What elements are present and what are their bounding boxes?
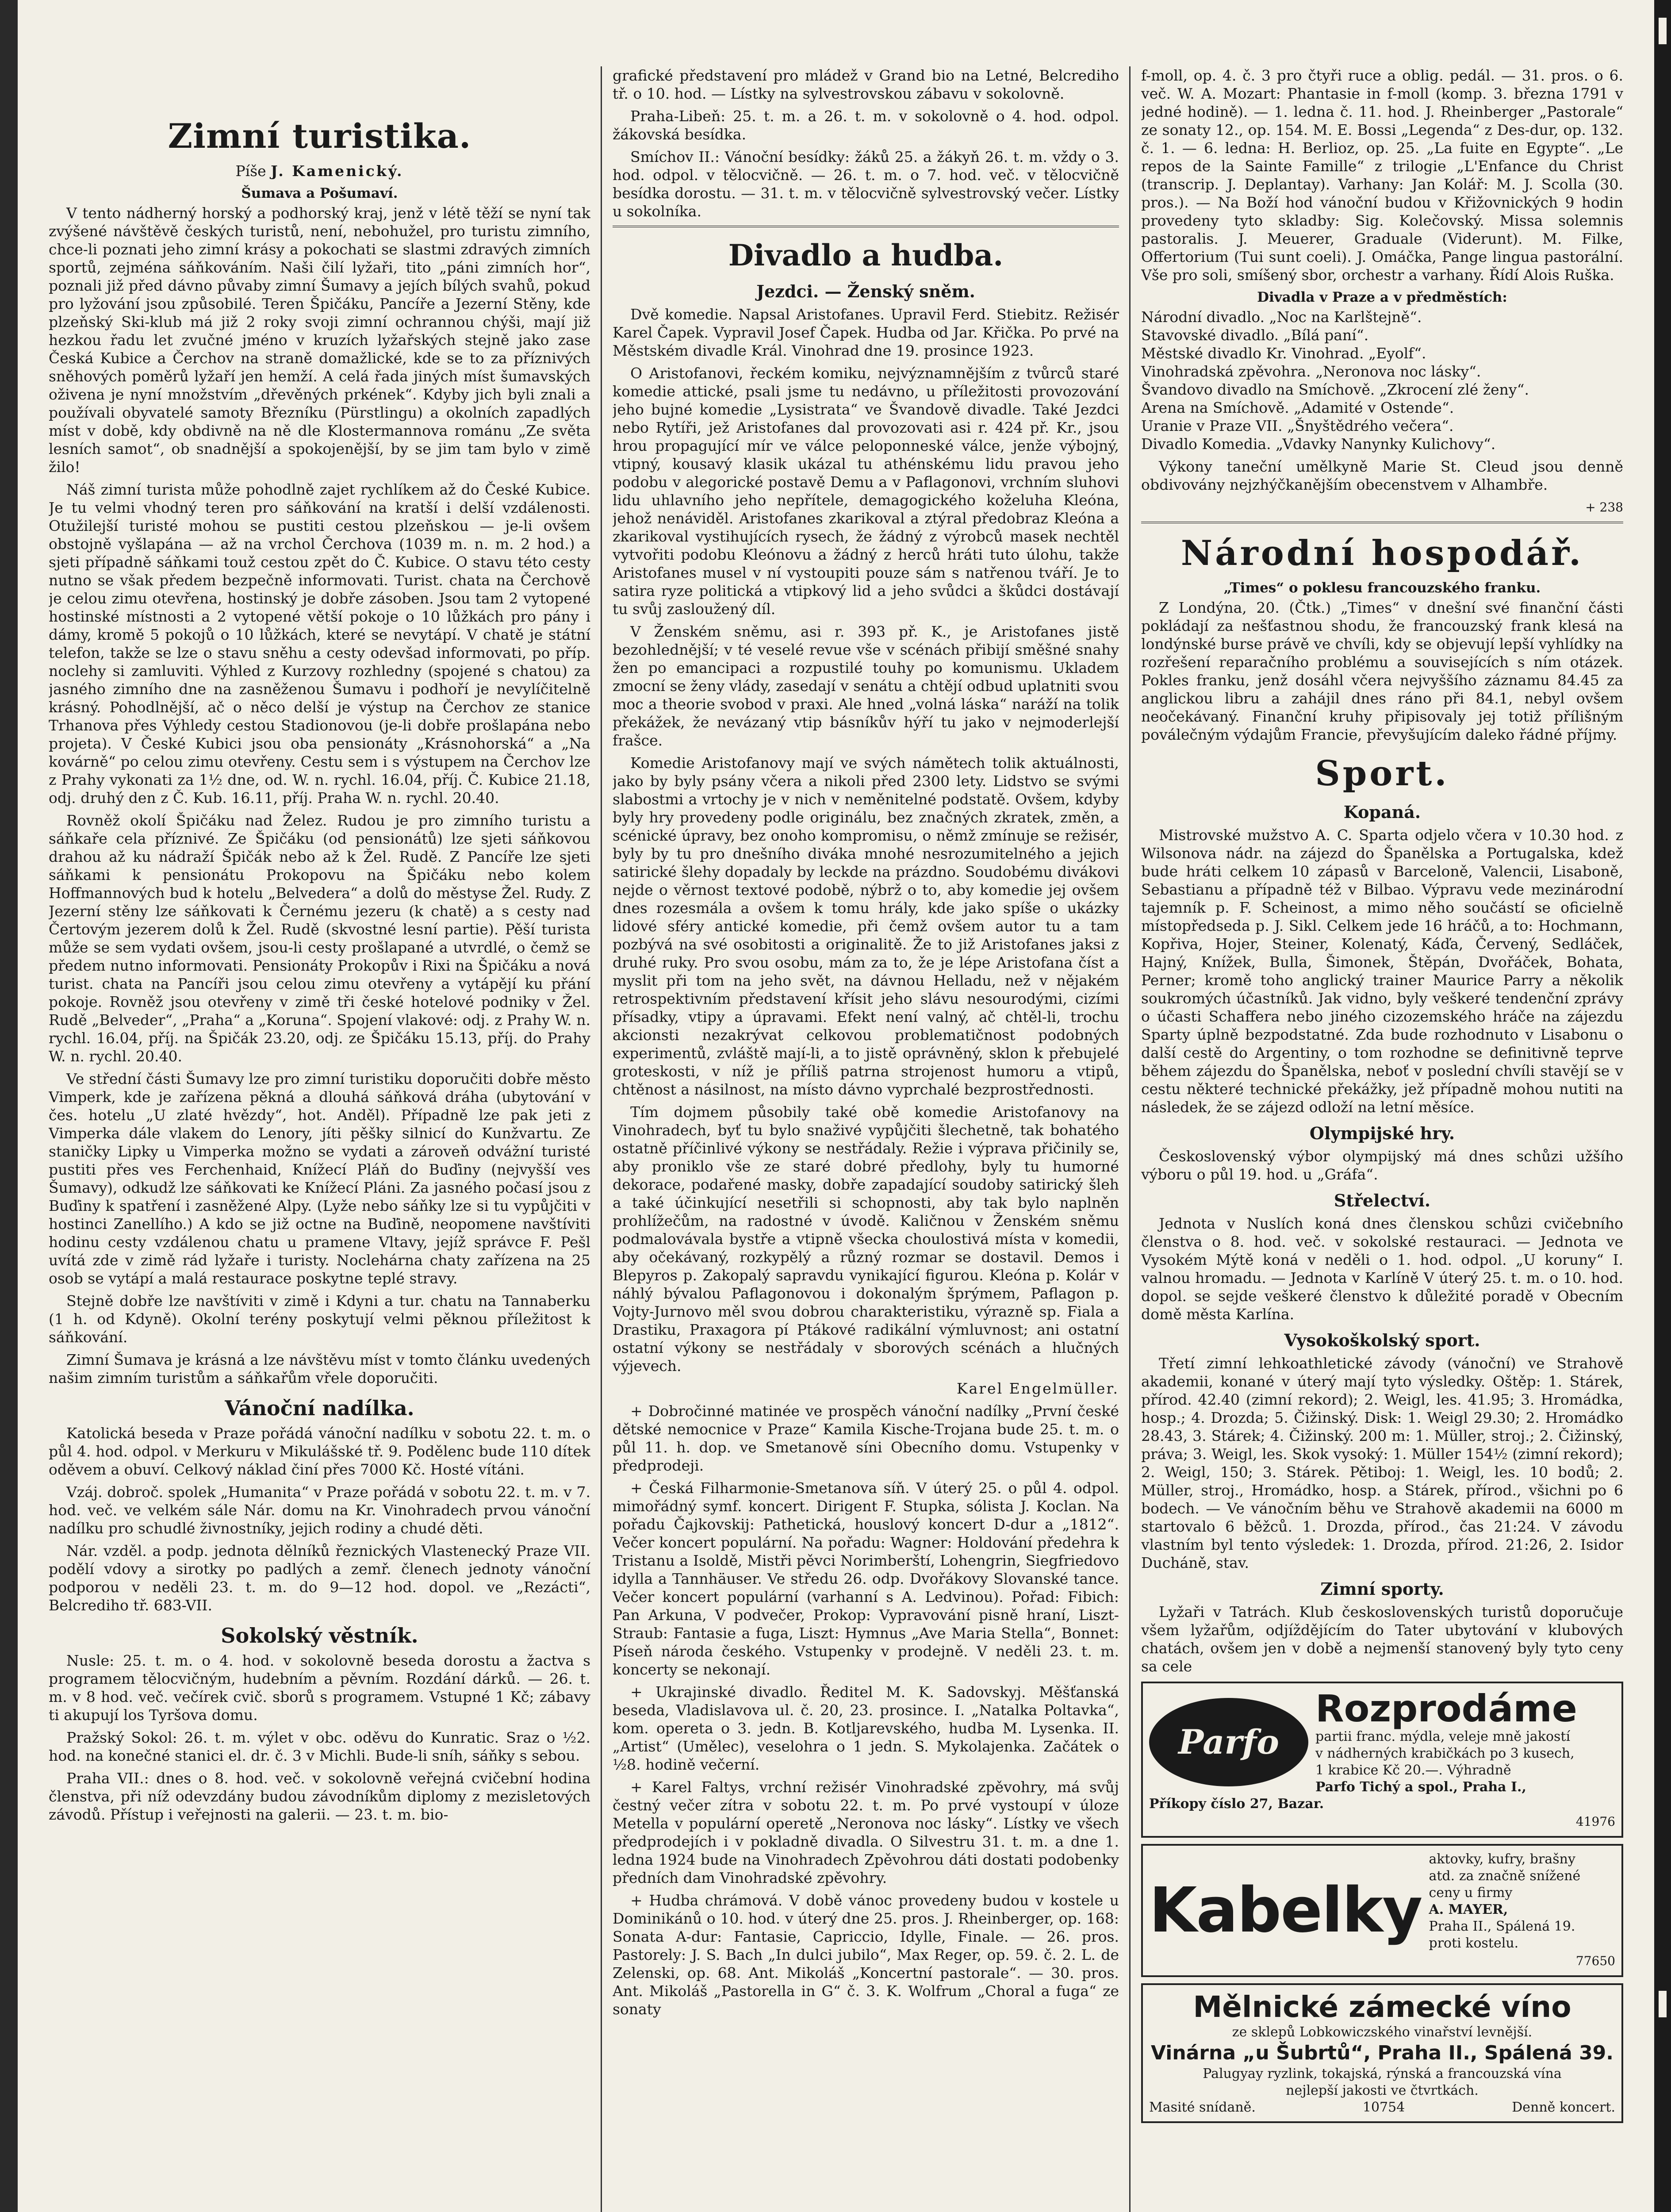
heading-university-sport: Vysokoškolský sport. bbox=[1284, 1330, 1480, 1350]
paragraph: Nár. vzděl. a podp. jednota dělníků řeznických Vlastenecký Praze VII. podělí vdovy a sirotky po padlých a zemř. členech jednoty vánoční podporou v neděli 23. t. m. do 9—12 hod. dopol. ve „Rezácti“, Belcrediho tř. 683-VII. bbox=[49, 1542, 590, 1614]
column-3 bbox=[1141, 66, 1623, 2129]
listing-item: Vinohradská zpěvohra. „Neronova noc lásky“. bbox=[1141, 363, 1481, 380]
paragraph: Lyžaři v Tatrách. Klub československých turistů doporučuje všem lyžařům, odjíždějícím do Tater ubytování v klubových chatách, ovšem jen v době a nejmenší stanovený byly tyto ceny sa cele bbox=[1141, 1603, 1623, 1675]
paragraph: f-moll, op. 4. č. 3 pro čtyři ruce a oblig. pedál. — 31. pros. o 6. več. W. A. Mozart: Phantasie in f-moll (komp. 3. března 1791 v jedné hodině). — 1. ledna č. 11. hod. J. Rheinberger „Pastorale“ ze sonaty 12., op. 154. M. E. Bossi „Legenda“ z Des-dur, op. 132. č. 1. — 6. ledna: H. Berlioz, op. 25. „La fuite en Egypte“. „Le repos de la Sainte Famille“ z trilogie „L'Enfance du Christ (transcrip. J. Deplantay). Varhany: Jan Kolář: M. J. Scolla (30. pros.). — Na Boží hod vánoční budou v Křižovnických 9 hodin provedeny tyto skladby: Sig. Kolečovský. Missa solemnis pastoralis. J. Meuerer, Graduale (Viderunt). M. Filke, Offertorium (Tui sunt coeli). J. Omáčka, Pange lingua pastorální. Vše pro soli, smíšený sbor, orchestr a varhany. Řídí Alois Ruška. bbox=[1141, 67, 1623, 284]
ad-line: Denně koncert. bbox=[1512, 2100, 1615, 2115]
listing-item: Arena na Smíchově. „Adamité v Ostende“. bbox=[1141, 399, 1454, 416]
paragraph: grafické představení pro mládež v Grand bio na Letné, Belcrediho tř. o 10. hod. — Lístky na sylvestrovskou zábavu v sokolovně. bbox=[613, 67, 1119, 102]
ad-reference: 77650 bbox=[1575, 1954, 1615, 1968]
ad-line: Praha II., Spálená 19. bbox=[1429, 1919, 1575, 1934]
paragraph: Katolická beseda v Praze pořádá vánoční nadílku v sobotu 22. t. m. o půl 4. hod. odpol. v Merkuru v Mikulášské tř. 9. Podělenc bude 110 dítek oděvem a obuví. Celkový náklad činí přes 7000 Kč. Hosté vítáni. bbox=[49, 1425, 590, 1478]
ad-line: proti kostelu. bbox=[1429, 1936, 1519, 1951]
byline-prefix: Píše bbox=[235, 162, 266, 180]
paragraph: Praha-Libeň: 25. t. m. a 26. t. m. v sokolovně o 4. hod. odpol. žákovská besídka. bbox=[613, 108, 1119, 143]
ad-reference: 41976 bbox=[1575, 1814, 1615, 1829]
heading-theatre-listing: Divadla v Praze a v předměstích: bbox=[1257, 289, 1507, 305]
paragraph: V Ženském sněmu, asi r. 393 př. K., je Aristofanes jistě bezohlednější; v té veselé revue vše v scénách přibijí směšné snahy žen po emancipaci a rozpustilé touhy po komunismu. Ukladem zmocní se ženy vlády, zasedají v senátu a chtějí odbud uplatniti svou moc a theorie svobod v praxi. Ale hned „volná láska“ naráží na tolik překážek, že nevázaný vtip básníkův hýří tu jako v nejmoderlejší frašce. bbox=[613, 623, 1119, 749]
listing-item: Národní divadlo. „Noc na Karlštejně“. bbox=[1141, 308, 1422, 326]
advertisement-melnik-wine bbox=[1141, 1983, 1623, 2123]
paragraph: Náš zimní turista může pohodlně zajet rychlíkem až do České Kubice. Je tu velmi vhodný teren pro sáňkování na kratší i delší vzdálenosti. Otužilejší turisté mohou se pustiti cestou plzeňskou — je-li ovšem obstojně vyšlapána — až na vrchol Čerchova (1039 m. n. m. 2 hod.) a sjeti případně sáňkami touž cestou zpět do Č. Kubice. O stavu této cesty nutno se však předem bezpečně informovati. Turist. chata na Čerchově je celou zimu otevřena, hostinský je dobře zásoben. Jsou tam 2 vytopené hostinské místnosti a 2 vytopené větší pokoje o 10 lůžkách pro pány i dámy, kromě 5 pokojů o 10 lůžkách, které se nevytápí. V chatě je státní telefon, takže se lze o stavu sněhu a cesty odevšad informovati, po příp. noclehy si zamluviti. Výhled z Kurzovy rozhledny (spojené s chatou) za jasného zimního dne na zasněženou Šumavu i podhoří je nevylíčitelně krásný. Pohodlnější, ač o něco delší je výstup na Čerchov ze stanice Trhanova přes Výhledy cestou Stadionovou (je-li dobře prošlapána nebo projeta). V České Kubici jsou oba pensionáty „Krásnohorská“ a „Na kovárně“ po celou zimu otevřeny. Cestu sem i s výstupem na Čerchov lze z Prahy vykonati za 1½ dne, od. W. n. rychl. 16.04, příj. Č. Kubice 21.18, odj. druhý den z Č. Kub. 16.11, příj. Praha W. n. rychl. 20.40. bbox=[49, 481, 590, 806]
heading-olympics: Olympijské hry. bbox=[1309, 1123, 1455, 1143]
ad-reference: + 238 bbox=[1585, 500, 1623, 515]
column-rule bbox=[1129, 66, 1131, 2212]
paragraph: Rovněž okolí Špičáku nad Želez. Rudou je pro zimního turistu a sáňkaře cela příznivé. Ze Špičáku (od pensionátů) lze sjeti sáňkovou drahou až ku nádraží Špičák nebo až k Žel. Rudě. Z Pancíře lze sjeti sáňkami k pensionátu Prokopovu na Špičáku nebo kolem Hoffmannových bud k hotelu „Belvedera“ a dolů do městyse Žel. Rudy. Z Jezerní stěny lze sáňkovati k Černému jezeru (k chatě) a s cesty nad Čertovým jezerem dolů k Žel. Rudě (skvostné lesní partie). Pěší turista může se sem vydati ovšem, jsou-li cesty prošlapané a utvrdlé, o čemž se předem nutno informovati. Pensionáty Prokopův i Rixi na Špičáku a nová turist. chata na Pancíři jsou celou zimu otevřeny a vytápějí ku přání pokoje. Rovněž jsou otevřeny v zimě tři české hotelové podniky v Žel. Rudě „Belveder“, „Praha“ a „Koruna“. Spojení vlakové: odj. z Prahy W. n. rychl. 16.04, příj. na Špičák 23.20, odj. ze Špičáku 15.13, příj. do Prahy W. n. rychl. 20.40. bbox=[49, 812, 590, 1065]
subheading-times-franc: „Times“ o poklesu francouzského franku. bbox=[1223, 580, 1541, 596]
heading-christmas-gifts: Vánoční nadílka. bbox=[225, 1396, 414, 1420]
paragraph: Československý výbor olympijský má dnes schůzi užšího výboru o půl 19. hod. u „Gráfa“. bbox=[1141, 1148, 1623, 1183]
binding-mark bbox=[1659, 1991, 1667, 2017]
ad-line: A. MAYER, bbox=[1429, 1902, 1508, 1917]
ad-reference: 10754 bbox=[1362, 2100, 1405, 2115]
paragraph: Z Londýna, 20. (Čtk.) „Times“ v dnešní své finanční části pokládají za nešťastnou shodu, že francouzský frank klesá na londýnské burse právě ve chvíli, kdy se objevují lepší vyhlídky na rozřešení reparačního problému a souvisejících s ním otázek. Pokles franku, jenž dosáhl včera nejvyššího záznamu 84.45 za anglickou libru a zahájil dnes ráno při 84.1, nebyl ovšem neočekávaný. Finanční kruhy připisovaly jej totiž přílišným poválečným výdajům Francie, převyšujícím daleko řádné příjmy. bbox=[1141, 599, 1623, 743]
heading-football: Kopaná. bbox=[1343, 802, 1421, 822]
section-title-sport: Sport. bbox=[1315, 753, 1449, 794]
heading-winter-sports: Zimní sporty. bbox=[1320, 1579, 1444, 1599]
listing-item: Švandovo divadlo na Smíchově. „Zkrocení zlé ženy“. bbox=[1141, 381, 1529, 398]
theatre-listing bbox=[1141, 308, 1623, 453]
ad-footer bbox=[1149, 2099, 1615, 2116]
subheading-knights-women: Jezdci. — Ženský sněm. bbox=[756, 281, 975, 301]
advertisement-parfo bbox=[1141, 1682, 1623, 1838]
section-divider bbox=[613, 226, 1119, 227]
ad-line: partii franc. mýdla, veleje mně jakostí bbox=[1315, 1729, 1571, 1744]
paragraph: Jednota v Nuslích koná dnes členskou schůzi cvičebního členstva o 8. hod. več. v sokolské restauraci. — Jednota ve Vysokém Mýtě koná v neděli o 1. hod. odpol. „U koruny“ I. valnou hromadu. — Jednota v Karlíně V úterý 25. t. m. o 10. hod. dopol. se sejde veškeré členstvo k důležité poradě v Obecním domě města Karlína. bbox=[1141, 1215, 1623, 1323]
column-rule bbox=[601, 66, 602, 2212]
paragraph: Tím dojmem působily také obě komedie Aristofanovy na Vinohradech, byť tu bylo snaživé vypůjčiti šlechetně, tak bohatého ostatně příčinlivé výkony se nestřádaly. Režie i výprava přičinily se, aby proniklo vše ze staré dobré předlohy, byly tu humorné dekorace, podařené masky, dobře zapadající soudoby satirický šleh a také účinkující nesetřili si schopnosti, aby tak bylo naplněn prohlížečům, na radostné v úvodě. Kaličnou v Ženském sněmu podmalovávala bystře a vtipně všecka choulostivá místa v komedii, aby očekávaný, rozkypělý a různý rozmar se dostavil. Demos i Blepyros p. Zakopalý sapravdu vynikající figurou. Kleóna p. Kolár v náhlý bývalou Paflagonovou i dokonalým šprýmem, Paflagon p. Vojty-Jurnovo měl svou dobrou charakteristiku, výrazně sp. Fiala a Drastiku, Praxagora pí Ptákové radikální výmluvnost; ani ostatní ostatní výkony se nestřádaly v sborových scénách a hlučných výjevech. bbox=[613, 1103, 1119, 1375]
paragraph: O Aristofanovi, řeckém komiku, nejvýznamnějším z tvůrců staré komedie attické, psali jsme tu nedávno, u příležitosti provozování jeho bujné komedie „Lysistrata“ ve Švandově divadle. Také Jezdci nebo Rytíři, jež Aristofanes dal provozovati asi r. 424 př. Kr., jsou hrou propagující mír ve válce peloponneské válce, jenže výbojný, vtipný, kousavý klasik ukázal tu athénskému lidu pravou jeho podobu v alegorické postavě Demu a v Paflagonovi, vrchním sluhovi lidu uhlavního jeho nepřítele, demagogického koželuha Kleóna, jehož nenáviděl. Aristofanes zkarikoval a ztýral předobraz Kleóna a zkarikoval vystihujících rysech, že žádný z výrobců masek nechtěl vytvořiti podobu Kleónovu a žádný z herců hráti tuto úlohu, takže Aristofanes musel v ní vystoupiti pouze sám s natřenou tváří. Je to satira ryze politická a vtipkový lid a jeho svůdci a škůdci dostávají tu svůj zasloužený díl. bbox=[613, 365, 1119, 618]
paragraph: Zimní Šumava je krásná a lze návštěvu míst v tomto článku uvedených našim zimním turistům a sáňkařům vřele doporučiti. bbox=[49, 1351, 590, 1386]
binding-mark bbox=[1659, 18, 1667, 44]
paragraph: + Česká Filharmonie-Smetanova síň. V úterý 25. o půl 4. odpol. mimořádný symf. koncert. Dirigent F. Stupka, sólista J. Koclan. Na pořadu Čajkovskij: Pathetická, houslový koncert D-dur a „1812“. Večer koncert populární. Na pořadu: Wagner: Holdování předehra k Tristanu a Isoldě, Mistři pěvci Norimberští, Lohengrin, Siegfriedovo idylla a Tannhäuser. Ve středu 26. odp. Dvořákovy Slovanské tance. Večer koncert populární (varhanní s A. Ledvinou). Pořad: Fibich: Pan Arkuna, V podvečer, Prokop: Vypravování pisně hraní, Liszt-Straub: Fantasie a fuga, Liszt: Hymnus „Ave Maria Stella“, Bonnet: Píseň národa českého. Vstupenky v prodejně. V neděli 23. t. m. koncerty se nekonají. bbox=[613, 1479, 1119, 1678]
ad-line: 1 krabice Kč 20.—. Výhradně bbox=[1315, 1763, 1511, 1778]
column-2 bbox=[613, 66, 1119, 2023]
ad-headline: Rozprodáme bbox=[1315, 1687, 1577, 1730]
listing-item: Uranie v Praze VII. „Šnyštědrého večera“. bbox=[1141, 417, 1454, 434]
advertisement-kabelky bbox=[1141, 1844, 1623, 1977]
byline-author: J. Kamenický. bbox=[271, 162, 404, 180]
paragraph: Výkony taneční umělkyně Marie St. Cleud jsou denně obdivovány nejzhýčkanějším obecenstvem v Alhambře. bbox=[1141, 458, 1623, 493]
ad-headline: Kabelky bbox=[1149, 1874, 1422, 1947]
author-signature: Karel Engelmüller. bbox=[956, 1380, 1119, 1397]
paragraph: Mistrovské mužstvo A. C. Sparta odjelo včera v 10.30 hod. z Wilsonova nádr. na zájezd do Španělska a Portugalska, kdež bude hráti celkem 10 zápasů v Barceloně, Valencii, Lisaboně, Sebastianu a případně též v Bilbao. Výpravu vede mezinárodní tajemník p. F. Scheinost, a mimo něho součástí se oficielně místopředseda p. J. Sikl. Celkem jede 16 hráčů, a to: Hochmann, Kopřiva, Hojer, Steiner, Kolenatý, Káďa, Červený, Sedláček, Hajný, Knížek, Bulla, Šimonek, Štěpán, Dvořáček, Bohata, Perner; kromě toho anglický trainer Maurice Parry a několik soukromých účastníků. Jak vidno, byly veškeré tendenční zprávy o účasti Schaffera nebo jiného cizozemského hráče na zájezdu Sparty úplně bezpodstatné. Zda bude rozhodnuto v Lisabonu o další cestě do Argentiny, o tom rozhodne se definitivně teprve během zájezdu do Španělska, neboť v poslední chvíli stavějí se v cestu některé technické překážky, jež případně mohou nutiti na následek, že se zájezd odloží na letní měsíce. bbox=[1141, 826, 1623, 1116]
paragraph: + Ukrajinské divadlo. Ředitel M. K. Sadovskyj. Měšťanská beseda, Vladislavova ul. č. 20, 23. prosince. I. „Natalka Poltavka“, kom. opereta o 3. jedn. B. Kotljarevského, hudba M. Lysenka. II. „Artist“ (Umělec), veselohra o 1 jedn. S. Mykolajenka. Začátek o ½8. hodině večerní. bbox=[613, 1683, 1119, 1773]
paragraph: Stejně dobře lze navštíviti v zimě i Kdyni a tur. chatu na Tannaberku (1 h. od Kdyně). Okolní terény poskytují velmi pěknou příležitost k sáňkování. bbox=[49, 1292, 590, 1346]
listing-item: Stavovské divadlo. „Bílá paní“. bbox=[1141, 326, 1369, 344]
section-title-theatre-music: Divadlo a hudba. bbox=[728, 238, 1004, 273]
heading-sokol-news: Sokolský věstník. bbox=[221, 1624, 418, 1647]
section-title-economy: Národní hospodář. bbox=[1180, 533, 1584, 573]
paragraph: Dvě komedie. Napsal Aristofanes. Upravil Ferd. Stiebitz. Režisér Karel Čapek. Vypravil Josef Čapek. Hudba od Jar. Křička. Po prvé na Městském divadle Král. Vinohrad dne 19. prosince 1923. bbox=[613, 306, 1119, 359]
paragraph: V tento nádherný horský a podhorský kraj, jenž v létě těží se nyní tak zvýšené návštěvě českých turistů, není, nebohužel, pro turistu zimního, chce-li poznati jeho zimní krásy a pokochati se slastmi zdravých zimních sportů, zejména sáňkováním. Naši čilí lyžaři, tito „páni zimních hor“, poznali již před dávno půvaby zimní Šumavy a jejích bílých svahů, pokud pro lyžování jsou způsobilé. Teren Špičáku, Pancíře a Jezerní Stěny, kde plzeňský Ski-klub má již 2 roky svoji zimní ochrannou chýši, mají již hezkou řadu let zvučné jméno v kruzích lyžařských stejně jako zase Česká Kubice a Čerchov na straně domažlické, kde se to za příznivých sněhových poměrů lyžaří jen hemží. A celá řada jiných míst šumavských oživena je nyní množstvím „dřevěných prkének“. Kdyby jich byli znali a používali obyvatelé samoty Březníku (Pürstlingu) a okolních zapadlých míst v době, kdy obdivně na ně dle Klostermannova románu „Ze světa lesních samot“, ob snadnější a spokojenější, by se jim tam bylo v zimě žilo! bbox=[49, 204, 590, 476]
listing-item: Městské divadlo Kr. Vinohrad. „Eyolf“. bbox=[1141, 345, 1426, 362]
scan-edge-left bbox=[0, 0, 18, 2212]
byline bbox=[49, 162, 590, 180]
column-1 bbox=[49, 66, 590, 1828]
ad-line: v nádherných krabičkách po 3 kusech, bbox=[1315, 1746, 1575, 1761]
paragraph: Vzáj. dobroč. spolek „Humanita“ v Praze pořádá v sobotu 22. t. m. v 7. hod. več. ve velkém sále Nár. domu na Kr. Vinohradech prvou vánoční nadílku pro schudlé živnostníky, jejich rodiny a chudé děti. bbox=[49, 1483, 590, 1537]
heading-shooting: Střelectví. bbox=[1334, 1190, 1431, 1210]
ad-line: Parfo Tichý a spol., Praha I., bbox=[1315, 1779, 1526, 1795]
ad-line: Masité snídaně. bbox=[1149, 2100, 1256, 2115]
paragraph: Smíchov II.: Vánoční besídky: žáků 25. a žákyň 26. t. m. vždy o 3. hod. odpol. v tělocvičně. — 26. t. m. o 7. hod. več. v tělocvičně besídka dorostu. — 31. t. m. v tělocvičně sylvestrovský večer. Lístky u sokolníka. bbox=[613, 148, 1119, 220]
paragraph: Praha VII.: dnes o 8. hod. več. v sokolovně veřejná cvičební hodina členstva, při níž odevzdány budou závodníkům diplomy z mezisletových závodů. Přístup i veřejnosti na galerii. — 23. t. m. bio- bbox=[49, 1770, 590, 1823]
ad-line: ceny u firmy bbox=[1429, 1885, 1513, 1901]
ad-line: Palugyay ryzlink, tokajská, rýnská a francouzská vína bbox=[1203, 2066, 1562, 2081]
paragraph: + Dobročinné matinée ve prospěch vánoční nadílky „První české dětské nemocnice v Praze“ Kamila Kische-Trojana bude 25. t. m. o půl 11. h. dop. ve Smetanově síni Obecního domu. Vstupenky v předprodeji. bbox=[613, 1402, 1119, 1474]
parfo-logo: Parfo bbox=[1149, 1698, 1308, 1786]
paragraph: + Hudba chrámová. V době vánoc provedeny budou v kostele u Dominikánů o 10. hod. v úterý dne 25. pros. J. Rheinberger, op. 168: Sonata A-dur: Fantasie, Capriccio, Idylle, Finale. — 26. pros. Pastorely: J. S. Bach „In dulci jubilo“, Max Reger, op. 59. č. 2. L. de Zelenski, op. 68. Ant. Mikoláš „Koncertní pastorale“. — 30. pros. Ant. Mikoláš „Pastorella in G“ č. 3. K. Wolfrum „Choral a fuga“ ze sonaty bbox=[613, 1892, 1119, 2018]
ad-headline: Mělnické zámecké víno bbox=[1193, 1990, 1571, 2024]
paragraph: Třetí zimní lehkoathletické závody (vánoční) ve Strahově akademii, konané v úterý mají tyto výsledky. Oštěp: 1. Stárek, přírod. 42.40 (zimní rekord); 2. Weigl, les. 41.95; 3. Hromádka, hosp.; 4. Drozda; 5. Čižinský. Disk: 1. Weigl 29.30; 2. Hromádko 28.43, 3. Stárek; 4. Čižinský. 200 m: 1. Müller, stroj.; 2. Čižinský, práva; 3. Weigl, les. Skok vysoký: 1. Müller 154½ (zimní rekord); 2. Weigl, 150; 3. Stárek. Pětiboj: 1. Weigl, les. 10 bodů; 2. Müller, stroj., Hromádko, hosp. a Stárek, přírod., všichni po 6 bodech. — Ve vánočním běhu ve Strahově akademii na 6000 m startovalo 6 běžců. 1. Drozda, přírod., čas 21:24. V závodu vlastním byl tento výsledek: 1. Drozda, přírod. 21:26, 2. Isidor Ducháně, stav. bbox=[1141, 1355, 1623, 1571]
ad-line: aktovky, kufry, brašny bbox=[1429, 1851, 1575, 1867]
ad-line: nejlepší jakosti ve čtvrtkách. bbox=[1286, 2083, 1479, 2098]
ad-line: atd. za značně snížené bbox=[1429, 1868, 1581, 1884]
listing-item: Divadlo Komedia. „Vdavky Nanynky Kulichovy“. bbox=[1141, 435, 1496, 453]
ad-line: ze sklepů Lobkowiczského vinařství levnější. bbox=[1232, 2024, 1533, 2040]
ad-address: Příkopy číslo 27, Bazar. bbox=[1149, 1796, 1324, 1812]
paragraph: Pražský Sokol: 26. t. m. výlet v obc. oděvu do Kunratic. Sraz o ½2. hod. na konečné stanici el. dr. č. 3 v Michli. Bude-li sníh, sáňky s sebou. bbox=[49, 1729, 590, 1764]
paragraph: Nusle: 25. t. m. o 4. hod. v sokolovně beseda dorostu a žactva s programem tělocvičným, hudebním a pěvním. Rozdání dárků. — 26. t. m. v 8 hod. več. večírek cvič. sborů s programem. Vstupné 1 Kč; zábavy ti akupují los Tyršova domu. bbox=[49, 1652, 590, 1724]
subheading-sumava: Šumava a Pošumaví. bbox=[241, 185, 398, 201]
ad-line: Vinárna „u Šubrtů“, Praha II., Spálená 39. bbox=[1150, 2042, 1614, 2064]
scan-edge-right bbox=[1654, 0, 1671, 2212]
paragraph: Ve střední části Šumavy lze pro zimní turistiku doporučiti dobře město Vimperk, kde je zařízena pěkná a dlouhá sáňková dráha (ubytování v čes. hotelu „U zlaté hvězdy“, hot. Anděl). Případně lze pak jeti z Vimperka dále vlakem do Lenory, jíti pěšky silnicí do Kunžvartu. Ze staničky Lipky u Vimperka možno se vydati a zároveň odvážní turisté pustiti přes ves Ferchenhaid, Knížecí Pláň do Buďiny (nejvyšší ves Šumavy), odkudž lze sáňkovati ke Knížecí Pláni. Za jasného počasí jsou z Buďiny k spatření i zasněžené Alpy. (Lyže nebo sáňky lze si tu vypůjčiti v hostinci Zanellího.) A kdo se již octne na Buďině, neopomene navštíviti hodinu cesty vzdálenou chatu u pramene Vltavy, jejíž správce F. Pešl uvítá zde v zimě rád lyžaře i turisty. Noclehárna chaty zařízena na 25 osob se vytápí a malá restaurace poskytne teplé stravy. bbox=[49, 1070, 590, 1287]
paragraph: Komedie Aristofanovy mají ve svých námětech tolik aktuálnosti, jako by byly psány včera a nikoli před 2300 lety. Lidstvo se svými slabostmi a vrtochy je v nich v neměnitelné podstatě. Ovšem, kdyby byly hry provedeny podle originálu, bez značných zkratek, změn, a scénické úpravy, bez onoho kompromisu, o němž zmínuje se režisér, byly by tu pro dnešního diváka mnohé nesrozumitelného a jejich satirické šlehy dopadaly by leckde na prázdno. Soudobému divákovi nejde o věrnost textové podobě, nýbrž o to, aby komedie jej ovšem dnes rozesmála a ovšem k tomu hrály, kde jako spíše o ukázky lidové sféry antické komedie, při čemž ovšem autor tu a tam pozbývá na své osobitosti a originalitě. Že to již Aristofanes jaksi z druhé ruky. Pro svou osobu, mám za to, že je lépe Aristofana číst a myslit při tom na jeho svět, na dávnou Helladu, než v nějakém retrospektivním představení křísit jeho slávu nesourodými, cizími přísadky, vtipy a úpravami. Efekt není valný, ač chtěl-li, trochu akcionsti nezakrývat celkovou problematičnost podobných experimentů, zvláště mají-li, a to jistě oprávněný, sklon k přebujelé groteskosti, v níž je příliš patrna strojenost humoru a vtipů, chtěnost a násilnost, na místo dávno vyprchalé bezprostřednosti. bbox=[613, 754, 1119, 1098]
section-divider bbox=[1141, 522, 1623, 523]
newspaper-page bbox=[49, 66, 1623, 2212]
paragraph: + Karel Faltys, vrchní režisér Vinohradské zpěvohry, má svůj čestný večer zítra v sobotu 22. t. m. Po prvé vystoupí v úloze Metella v populární operetě „Neronova noc lásky“. Lístky ve všech předprodejích i v pokladně divadla. O Silvestru 31. t. m. a dne 1. ledna 1924 bude na Vinohradech Zpěvohrou dáti dostati podobenky předních dam Vinohradské zpěvohry. bbox=[613, 1778, 1119, 1886]
article-title-winter-tourism: Zimní turistika. bbox=[168, 116, 471, 156]
